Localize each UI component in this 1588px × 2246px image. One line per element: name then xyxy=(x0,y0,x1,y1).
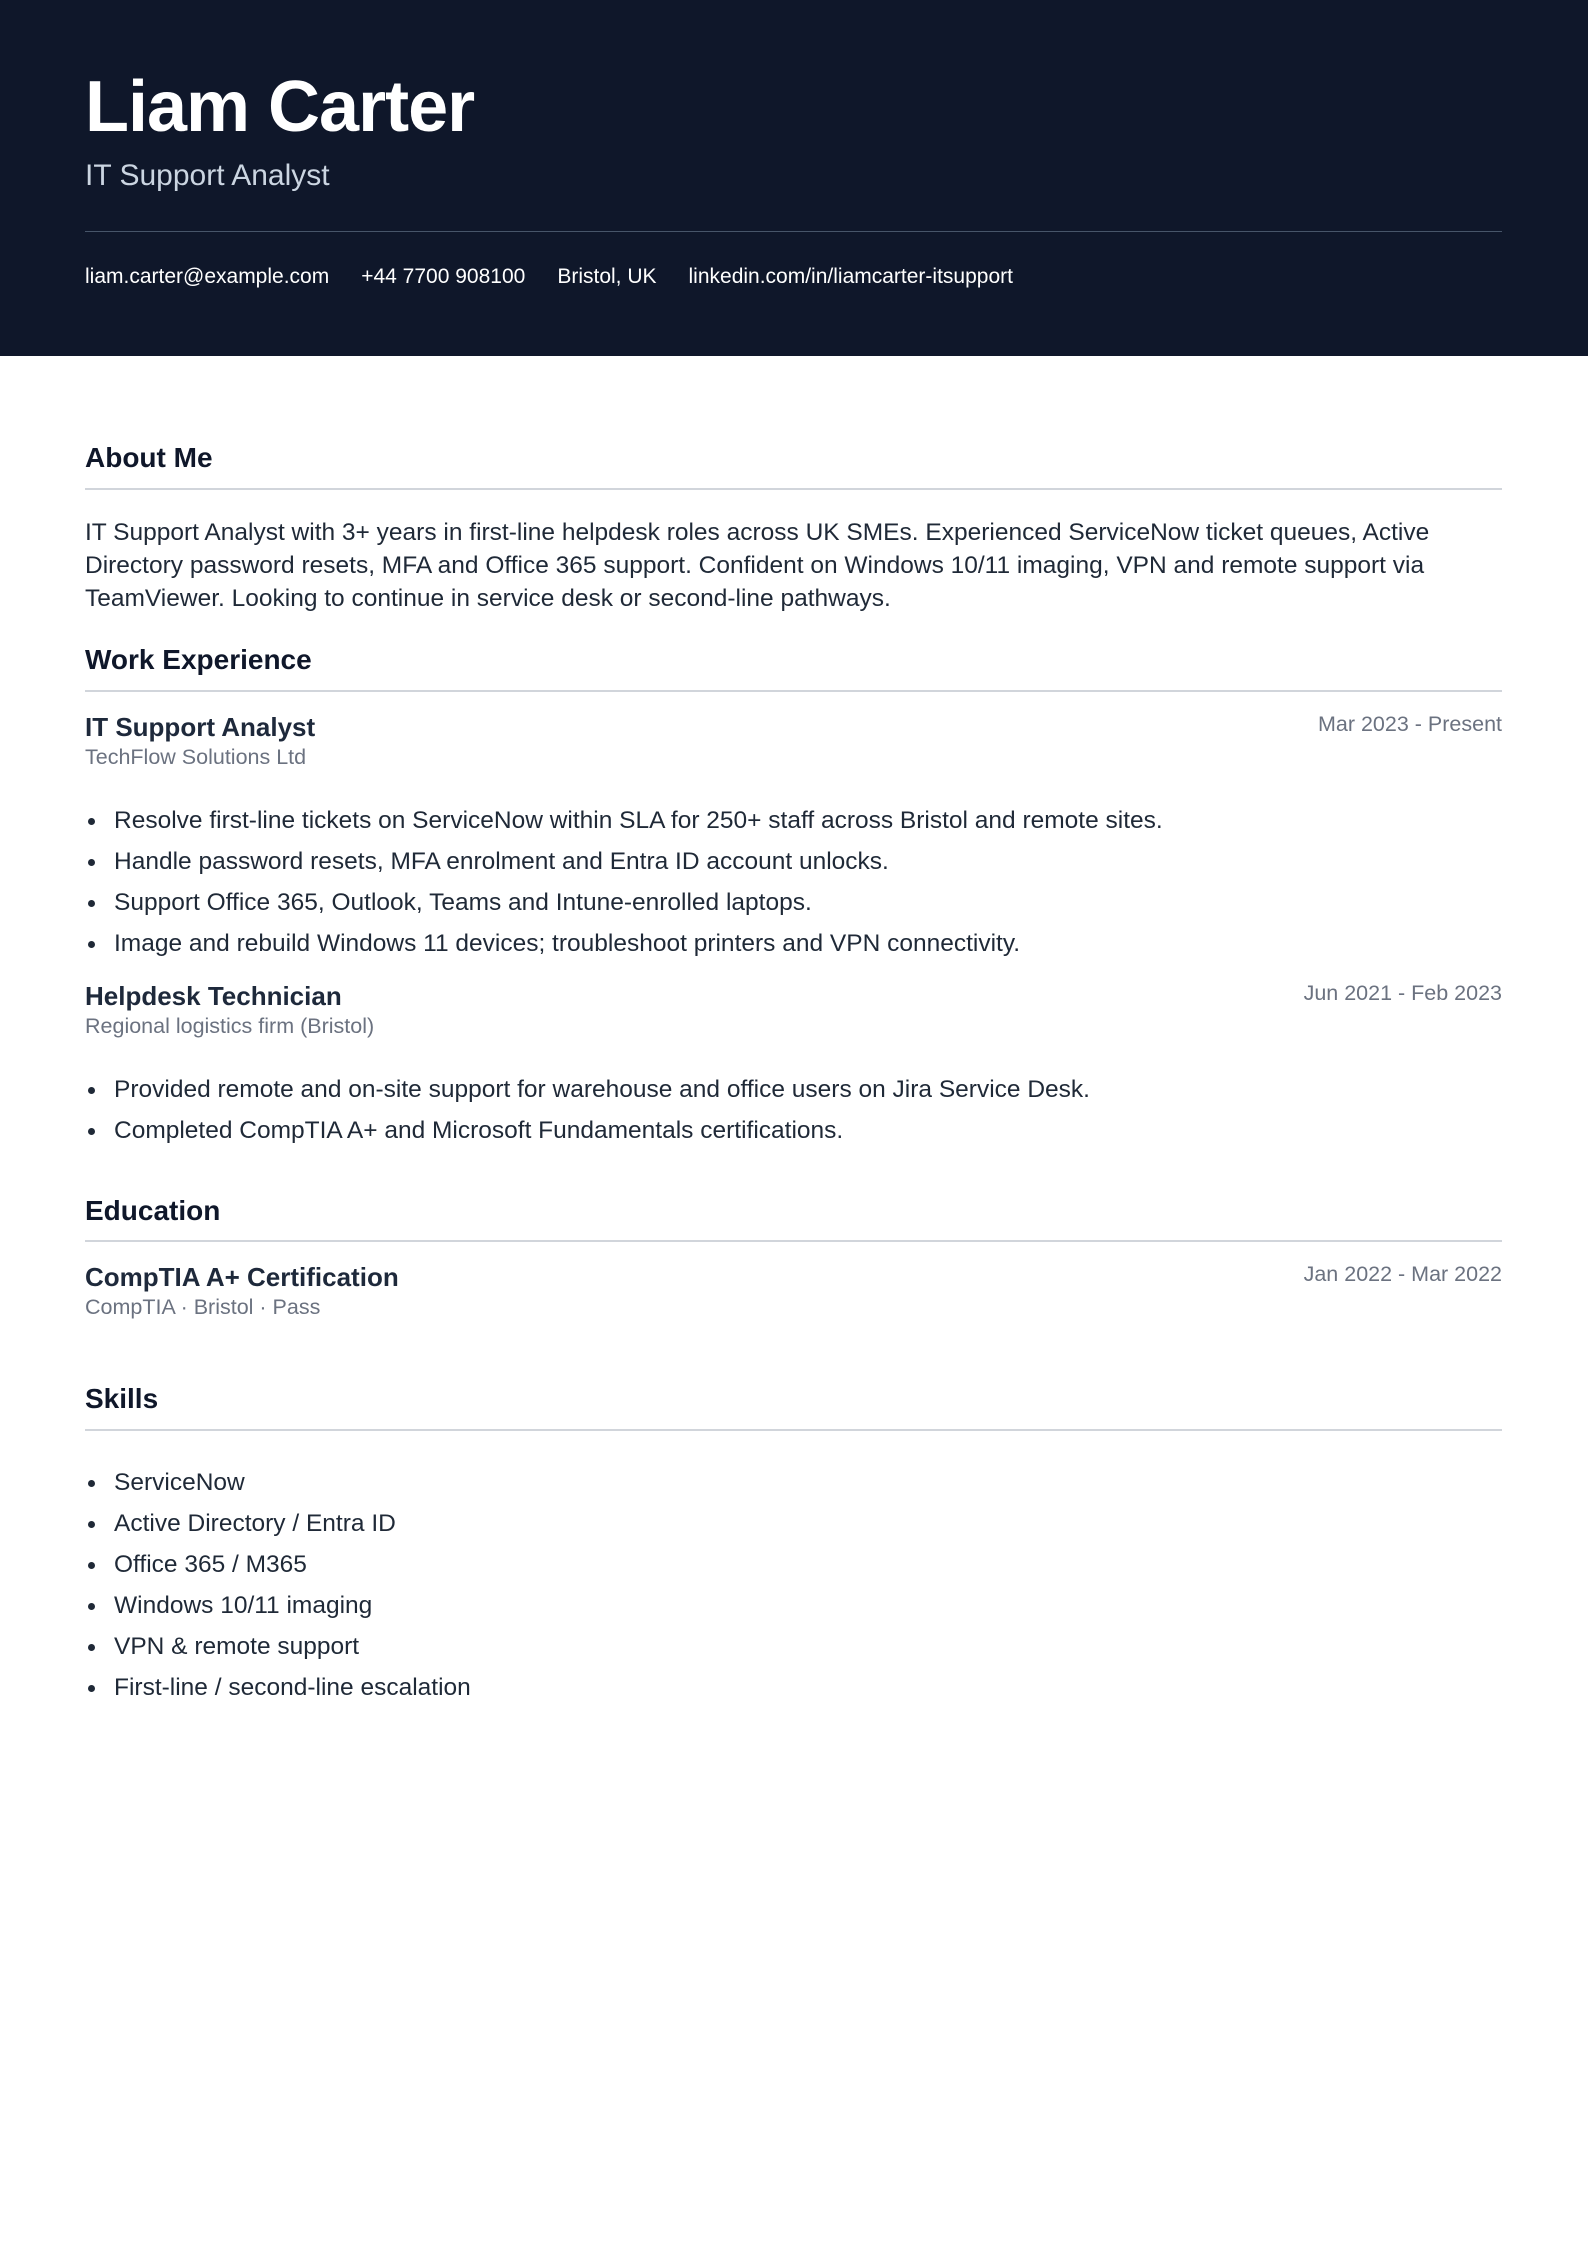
job-bullet: Image and rebuild Windows 11 devices; troubleshoot printers and VPN connectivity. xyxy=(85,923,1502,964)
job-company: Regional logistics firm (Bristol) xyxy=(85,1014,375,1038)
skill-item: VPN & remote support xyxy=(85,1626,1502,1667)
contact-linkedin[interactable]: linkedin.com/in/liamcarter-itsupport xyxy=(688,265,1013,288)
job-bullet: Support Office 365, Outlook, Teams and Intune-enrolled laptops. xyxy=(85,882,1502,923)
job-bullet-list xyxy=(85,800,1502,964)
job-bullet: Resolve first-line tickets on ServiceNow within SLA for 250+ staff across Bristol and remote sites. xyxy=(85,800,1502,841)
resume-header xyxy=(0,0,1588,356)
skills-list xyxy=(85,1462,1502,1708)
education-dates: Jan 2022 - Mar 2022 xyxy=(1303,1262,1502,1286)
job-role: Helpdesk Technician xyxy=(85,981,342,1011)
job-dates: Mar 2023 - Present xyxy=(1317,712,1502,736)
job-bullet: Handle password resets, MFA enrolment and Entra ID account unlocks. xyxy=(85,841,1502,882)
skill-item: First-line / second-line escalation xyxy=(85,1667,1502,1708)
job-bullet: Provided remote and on-site support for warehouse and office users on Jira Service Desk. xyxy=(85,1069,1502,1110)
section-rule-experience xyxy=(85,690,1502,692)
job-role: IT Support Analyst xyxy=(85,712,316,742)
job-company: TechFlow Solutions Ltd xyxy=(85,745,307,769)
section-title-about: About Me xyxy=(85,442,213,473)
header-divider xyxy=(85,231,1502,232)
job-dates: Jun 2021 - Feb 2023 xyxy=(1303,981,1502,1005)
contact-list xyxy=(85,262,1013,292)
skill-item: Office 365 / M365 xyxy=(85,1544,1502,1585)
candidate-name: Liam Carter xyxy=(85,67,475,147)
job-bullet: Completed CompTIA A+ and Microsoft Fundamentals certifications. xyxy=(85,1110,1502,1151)
education-name: CompTIA A+ Certification xyxy=(85,1262,399,1292)
contact-phone[interactable]: +44 7700 908100 xyxy=(361,265,526,288)
education-details: CompTIA · Bristol · Pass xyxy=(85,1295,321,1319)
section-title-education: Education xyxy=(85,1195,221,1226)
skill-item: Windows 10/11 imaging xyxy=(85,1585,1502,1626)
section-rule-education xyxy=(85,1240,1502,1242)
section-title-skills: Skills xyxy=(85,1383,159,1414)
contact-email[interactable]: liam.carter@example.com xyxy=(85,265,330,288)
section-rule-about xyxy=(85,488,1502,490)
candidate-headline: IT Support Analyst xyxy=(85,159,330,192)
skill-item: ServiceNow xyxy=(85,1462,1502,1503)
contact-location: Bristol, UK xyxy=(557,265,657,288)
section-rule-skills xyxy=(85,1429,1502,1431)
job-bullet-list xyxy=(85,1069,1502,1151)
section-title-experience: Work Experience xyxy=(85,644,312,675)
about-text: IT Support Analyst with 3+ years in first-line helpdesk roles across UK SMEs. Experienced ServiceNow ticket queues, Active Directory password resets, MFA and Office 365 support. Confident on Windows 10/11 imaging, VPN and remote support via TeamViewer. Looking to continue in service desk or second-line pathways. xyxy=(85,519,1430,612)
skill-item: Active Directory / Entra ID xyxy=(85,1503,1502,1544)
